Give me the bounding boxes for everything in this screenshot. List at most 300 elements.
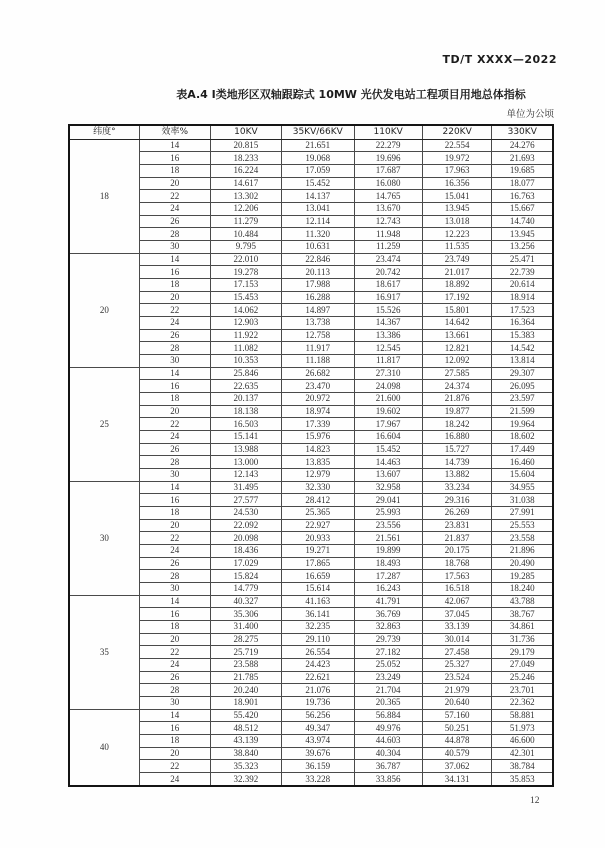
value-cell: 12.092 — [422, 354, 492, 367]
value-cell: 10.353 — [210, 354, 281, 367]
value-cell: 19.964 — [492, 418, 553, 431]
value-cell: 21.017 — [422, 266, 492, 279]
efficiency-cell: 18 — [139, 735, 210, 748]
latitude-cell: 40 — [69, 709, 139, 786]
table-row — [69, 139, 553, 152]
value-cell: 18.602 — [492, 430, 553, 443]
value-cell: 25.993 — [354, 506, 422, 519]
value-cell: 19.602 — [354, 405, 422, 418]
table-row — [69, 278, 553, 291]
efficiency-cell: 18 — [139, 506, 210, 519]
value-cell: 26.554 — [281, 646, 354, 659]
table-row — [69, 570, 553, 583]
value-cell: 14.642 — [422, 316, 492, 329]
value-cell: 40.304 — [354, 747, 422, 760]
efficiency-cell: 24 — [139, 545, 210, 558]
value-cell: 32.863 — [354, 621, 422, 634]
efficiency-cell: 14 — [139, 139, 210, 152]
latitude-cell: 35 — [69, 595, 139, 709]
value-cell: 13.835 — [281, 456, 354, 469]
value-cell: 23.524 — [422, 671, 492, 684]
value-cell: 14.617 — [210, 177, 281, 190]
efficiency-cell: 20 — [139, 405, 210, 418]
efficiency-cell: 26 — [139, 443, 210, 456]
value-cell: 16.880 — [422, 430, 492, 443]
value-cell: 15.041 — [422, 190, 492, 203]
table-row — [69, 418, 553, 431]
value-cell: 13.882 — [422, 468, 492, 481]
value-cell: 11.188 — [281, 354, 354, 367]
header-row — [69, 125, 553, 139]
efficiency-cell: 22 — [139, 190, 210, 203]
table-row — [69, 747, 553, 760]
value-cell: 12.223 — [422, 228, 492, 241]
table-row — [69, 354, 553, 367]
value-cell: 11.948 — [354, 228, 422, 241]
value-cell: 34.861 — [492, 621, 553, 634]
efficiency-cell: 24 — [139, 773, 210, 786]
table-row — [69, 152, 553, 165]
efficiency-cell: 26 — [139, 329, 210, 342]
value-cell: 23.558 — [492, 532, 553, 545]
table-row — [69, 253, 553, 266]
efficiency-cell: 30 — [139, 468, 210, 481]
value-cell: 22.092 — [210, 519, 281, 532]
value-cell: 37.045 — [422, 608, 492, 621]
table-row — [69, 392, 553, 405]
value-cell: 13.041 — [281, 202, 354, 215]
value-cell: 14.542 — [492, 342, 553, 355]
table-row — [69, 519, 553, 532]
efficiency-cell: 18 — [139, 621, 210, 634]
latitude-cell: 18 — [69, 139, 139, 253]
page-number: 12 — [530, 796, 540, 806]
table-row — [69, 608, 553, 621]
value-cell: 19.271 — [281, 545, 354, 558]
table-row — [69, 659, 553, 672]
value-cell: 51.973 — [492, 722, 553, 735]
value-cell: 10.484 — [210, 228, 281, 241]
value-cell: 21.693 — [492, 152, 553, 165]
value-cell: 19.685 — [492, 164, 553, 177]
value-cell: 19.736 — [281, 697, 354, 710]
value-cell: 11.082 — [210, 342, 281, 355]
value-cell: 13.256 — [492, 240, 553, 253]
table-row — [69, 380, 553, 393]
table-row — [69, 304, 553, 317]
table-row — [69, 329, 553, 342]
value-cell: 14.739 — [422, 456, 492, 469]
value-cell: 17.523 — [492, 304, 553, 317]
value-cell: 31.736 — [492, 633, 553, 646]
value-cell: 22.846 — [281, 253, 354, 266]
value-cell: 18.974 — [281, 405, 354, 418]
efficiency-cell: 20 — [139, 747, 210, 760]
efficiency-cell: 20 — [139, 633, 210, 646]
value-cell: 14.367 — [354, 316, 422, 329]
value-cell: 15.976 — [281, 430, 354, 443]
value-cell: 16.288 — [281, 291, 354, 304]
value-cell: 38.840 — [210, 747, 281, 760]
value-cell: 20.113 — [281, 266, 354, 279]
value-cell: 15.141 — [210, 430, 281, 443]
value-cell: 14.823 — [281, 443, 354, 456]
value-cell: 20.815 — [210, 139, 281, 152]
value-cell: 19.972 — [422, 152, 492, 165]
value-cell: 17.563 — [422, 570, 492, 583]
value-cell: 11.535 — [422, 240, 492, 253]
value-cell: 15.526 — [354, 304, 422, 317]
value-cell: 21.600 — [354, 392, 422, 405]
value-cell: 23.749 — [422, 253, 492, 266]
value-cell: 15.452 — [281, 177, 354, 190]
table-row — [69, 671, 553, 684]
value-cell: 20.365 — [354, 697, 422, 710]
value-cell: 20.175 — [422, 545, 492, 558]
value-cell: 18.493 — [354, 557, 422, 570]
value-cell: 33.234 — [422, 481, 492, 494]
value-cell: 23.597 — [492, 392, 553, 405]
efficiency-cell: 28 — [139, 570, 210, 583]
value-cell: 29.307 — [492, 367, 553, 380]
table-row — [69, 494, 553, 507]
table-body — [69, 139, 553, 786]
table-row — [69, 430, 553, 443]
efficiency-cell: 28 — [139, 228, 210, 241]
value-cell: 17.029 — [210, 557, 281, 570]
land-use-table — [68, 124, 554, 787]
value-cell: 18.077 — [492, 177, 553, 190]
value-cell: 12.979 — [281, 468, 354, 481]
value-cell: 12.143 — [210, 468, 281, 481]
value-cell: 20.240 — [210, 684, 281, 697]
value-cell: 12.114 — [281, 215, 354, 228]
efficiency-cell: 16 — [139, 380, 210, 393]
value-cell: 13.945 — [492, 228, 553, 241]
value-cell: 18.892 — [422, 278, 492, 291]
value-cell: 11.279 — [210, 215, 281, 228]
value-cell: 31.400 — [210, 621, 281, 634]
value-cell: 25.365 — [281, 506, 354, 519]
value-cell: 28.275 — [210, 633, 281, 646]
value-cell: 13.018 — [422, 215, 492, 228]
value-cell: 9.795 — [210, 240, 281, 253]
value-cell: 22.635 — [210, 380, 281, 393]
efficiency-cell: 14 — [139, 253, 210, 266]
table-row — [69, 583, 553, 596]
value-cell: 13.670 — [354, 202, 422, 215]
efficiency-cell: 28 — [139, 342, 210, 355]
column-header-110kv: 110KV — [354, 125, 422, 139]
table-row — [69, 633, 553, 646]
value-cell: 24.423 — [281, 659, 354, 672]
value-cell: 15.452 — [354, 443, 422, 456]
efficiency-cell: 18 — [139, 392, 210, 405]
value-cell: 19.877 — [422, 405, 492, 418]
table-row — [69, 367, 553, 380]
value-cell: 22.362 — [492, 697, 553, 710]
table-row — [69, 595, 553, 608]
value-cell: 17.963 — [422, 164, 492, 177]
column-header-35kv-66kv: 35KV/66KV — [281, 125, 354, 139]
value-cell: 19.278 — [210, 266, 281, 279]
value-cell: 38.784 — [492, 760, 553, 773]
value-cell: 17.192 — [422, 291, 492, 304]
value-cell: 11.922 — [210, 329, 281, 342]
value-cell: 18.242 — [422, 418, 492, 431]
value-cell: 33.856 — [354, 773, 422, 786]
value-cell: 27.577 — [210, 494, 281, 507]
table-row — [69, 228, 553, 241]
value-cell: 49.976 — [354, 722, 422, 735]
value-cell: 20.640 — [422, 697, 492, 710]
efficiency-cell: 24 — [139, 202, 210, 215]
value-cell: 18.901 — [210, 697, 281, 710]
value-cell: 23.701 — [492, 684, 553, 697]
table-caption: 表A.4 Ⅰ类地形区双轴跟踪式 10MW 光伏发电站工程项目用地总体指标 — [176, 88, 526, 101]
value-cell: 18.138 — [210, 405, 281, 418]
value-cell: 35.323 — [210, 760, 281, 773]
value-cell: 25.846 — [210, 367, 281, 380]
value-cell: 33.139 — [422, 621, 492, 634]
value-cell: 11.320 — [281, 228, 354, 241]
value-cell: 11.259 — [354, 240, 422, 253]
value-cell: 14.779 — [210, 583, 281, 596]
table-row — [69, 545, 553, 558]
value-cell: 12.903 — [210, 316, 281, 329]
value-cell: 19.899 — [354, 545, 422, 558]
value-cell: 14.897 — [281, 304, 354, 317]
value-cell: 41.163 — [281, 595, 354, 608]
efficiency-cell: 22 — [139, 646, 210, 659]
value-cell: 13.814 — [492, 354, 553, 367]
value-cell: 34.955 — [492, 481, 553, 494]
value-cell: 19.696 — [354, 152, 422, 165]
value-cell: 32.958 — [354, 481, 422, 494]
value-cell: 22.279 — [354, 139, 422, 152]
value-cell: 27.458 — [422, 646, 492, 659]
value-cell: 12.206 — [210, 202, 281, 215]
value-cell: 34.131 — [422, 773, 492, 786]
value-cell: 14.740 — [492, 215, 553, 228]
latitude-cell: 30 — [69, 481, 139, 595]
value-cell: 39.676 — [281, 747, 354, 760]
efficiency-cell: 24 — [139, 659, 210, 672]
value-cell: 17.287 — [354, 570, 422, 583]
value-cell: 24.374 — [422, 380, 492, 393]
table-row — [69, 342, 553, 355]
value-cell: 21.704 — [354, 684, 422, 697]
value-cell: 15.453 — [210, 291, 281, 304]
column-header-efficiency: 效率% — [139, 125, 210, 139]
value-cell: 40.579 — [422, 747, 492, 760]
value-cell: 27.049 — [492, 659, 553, 672]
value-cell: 17.865 — [281, 557, 354, 570]
value-cell: 20.137 — [210, 392, 281, 405]
table-row — [69, 646, 553, 659]
table-row — [69, 773, 553, 786]
table-row — [69, 481, 553, 494]
efficiency-cell: 30 — [139, 240, 210, 253]
value-cell: 12.821 — [422, 342, 492, 355]
value-cell: 48.512 — [210, 722, 281, 735]
efficiency-cell: 20 — [139, 177, 210, 190]
value-cell: 15.383 — [492, 329, 553, 342]
value-cell: 44.878 — [422, 735, 492, 748]
value-cell: 21.651 — [281, 139, 354, 152]
efficiency-cell: 16 — [139, 266, 210, 279]
efficiency-cell: 26 — [139, 215, 210, 228]
value-cell: 50.251 — [422, 722, 492, 735]
efficiency-cell: 20 — [139, 519, 210, 532]
value-cell: 21.979 — [422, 684, 492, 697]
table-row — [69, 266, 553, 279]
value-cell: 23.249 — [354, 671, 422, 684]
value-cell: 16.503 — [210, 418, 281, 431]
table-row — [69, 202, 553, 215]
value-cell: 12.743 — [354, 215, 422, 228]
column-header-latitude: 纬度° — [69, 125, 139, 139]
value-cell: 16.518 — [422, 583, 492, 596]
value-cell: 20.490 — [492, 557, 553, 570]
value-cell: 13.302 — [210, 190, 281, 203]
value-cell: 16.364 — [492, 316, 553, 329]
table-row — [69, 316, 553, 329]
value-cell: 25.246 — [492, 671, 553, 684]
value-cell: 16.659 — [281, 570, 354, 583]
value-cell: 43.139 — [210, 735, 281, 748]
value-cell: 20.933 — [281, 532, 354, 545]
efficiency-cell: 16 — [139, 608, 210, 621]
value-cell: 13.661 — [422, 329, 492, 342]
value-cell: 18.914 — [492, 291, 553, 304]
value-cell: 17.988 — [281, 278, 354, 291]
value-cell: 20.614 — [492, 278, 553, 291]
table-row — [69, 709, 553, 722]
value-cell: 27.310 — [354, 367, 422, 380]
value-cell: 13.738 — [281, 316, 354, 329]
value-cell: 21.876 — [422, 392, 492, 405]
value-cell: 16.356 — [422, 177, 492, 190]
value-cell: 30.014 — [422, 633, 492, 646]
value-cell: 35.306 — [210, 608, 281, 621]
value-cell: 24.276 — [492, 139, 553, 152]
unit-note: 单位为公顷 — [506, 110, 554, 120]
value-cell: 43.974 — [281, 735, 354, 748]
value-cell: 21.837 — [422, 532, 492, 545]
value-cell: 33.228 — [281, 773, 354, 786]
value-cell: 21.785 — [210, 671, 281, 684]
efficiency-cell: 14 — [139, 367, 210, 380]
efficiency-cell: 16 — [139, 152, 210, 165]
value-cell: 32.330 — [281, 481, 354, 494]
value-cell: 17.687 — [354, 164, 422, 177]
table-row — [69, 468, 553, 481]
value-cell: 16.460 — [492, 456, 553, 469]
value-cell: 21.896 — [492, 545, 553, 558]
value-cell: 31.038 — [492, 494, 553, 507]
table-row — [69, 190, 553, 203]
value-cell: 23.470 — [281, 380, 354, 393]
value-cell: 25.471 — [492, 253, 553, 266]
value-cell: 12.758 — [281, 329, 354, 342]
value-cell: 15.614 — [281, 583, 354, 596]
table-row — [69, 621, 553, 634]
value-cell: 31.495 — [210, 481, 281, 494]
table-row — [69, 722, 553, 735]
value-cell: 15.727 — [422, 443, 492, 456]
value-cell: 18.436 — [210, 545, 281, 558]
efficiency-cell: 28 — [139, 684, 210, 697]
efficiency-cell: 18 — [139, 278, 210, 291]
value-cell: 13.386 — [354, 329, 422, 342]
efficiency-cell: 30 — [139, 354, 210, 367]
value-cell: 37.062 — [422, 760, 492, 773]
value-cell: 17.059 — [281, 164, 354, 177]
value-cell: 23.474 — [354, 253, 422, 266]
value-cell: 18.768 — [422, 557, 492, 570]
value-cell: 42.301 — [492, 747, 553, 760]
value-cell: 18.617 — [354, 278, 422, 291]
table-row — [69, 443, 553, 456]
value-cell: 20.742 — [354, 266, 422, 279]
value-cell: 26.269 — [422, 506, 492, 519]
value-cell: 16.763 — [492, 190, 553, 203]
efficiency-cell: 24 — [139, 316, 210, 329]
value-cell: 10.631 — [281, 240, 354, 253]
table-row — [69, 760, 553, 773]
efficiency-cell: 30 — [139, 697, 210, 710]
table-row — [69, 684, 553, 697]
value-cell: 16.224 — [210, 164, 281, 177]
value-cell: 29.316 — [422, 494, 492, 507]
efficiency-cell: 14 — [139, 709, 210, 722]
efficiency-cell: 22 — [139, 760, 210, 773]
table-row — [69, 456, 553, 469]
value-cell: 23.831 — [422, 519, 492, 532]
efficiency-cell: 14 — [139, 595, 210, 608]
table-row — [69, 240, 553, 253]
value-cell: 20.098 — [210, 532, 281, 545]
value-cell: 19.068 — [281, 152, 354, 165]
value-cell: 36.141 — [281, 608, 354, 621]
value-cell: 20.972 — [281, 392, 354, 405]
value-cell: 36.787 — [354, 760, 422, 773]
value-cell: 17.153 — [210, 278, 281, 291]
efficiency-cell: 18 — [139, 164, 210, 177]
value-cell: 15.801 — [422, 304, 492, 317]
value-cell: 16.080 — [354, 177, 422, 190]
value-cell: 56.256 — [281, 709, 354, 722]
value-cell: 25.553 — [492, 519, 553, 532]
value-cell: 21.076 — [281, 684, 354, 697]
value-cell: 13.988 — [210, 443, 281, 456]
latitude-cell: 20 — [69, 253, 139, 367]
table-row — [69, 177, 553, 190]
value-cell: 24.098 — [354, 380, 422, 393]
value-cell: 25.719 — [210, 646, 281, 659]
efficiency-cell: 28 — [139, 456, 210, 469]
value-cell: 29.179 — [492, 646, 553, 659]
efficiency-cell: 24 — [139, 430, 210, 443]
value-cell: 15.604 — [492, 468, 553, 481]
value-cell: 24.530 — [210, 506, 281, 519]
value-cell: 22.739 — [492, 266, 553, 279]
value-cell: 17.967 — [354, 418, 422, 431]
value-cell: 12.545 — [354, 342, 422, 355]
efficiency-cell: 22 — [139, 418, 210, 431]
doc-code: TD/T XXXX—2022 — [442, 53, 557, 66]
